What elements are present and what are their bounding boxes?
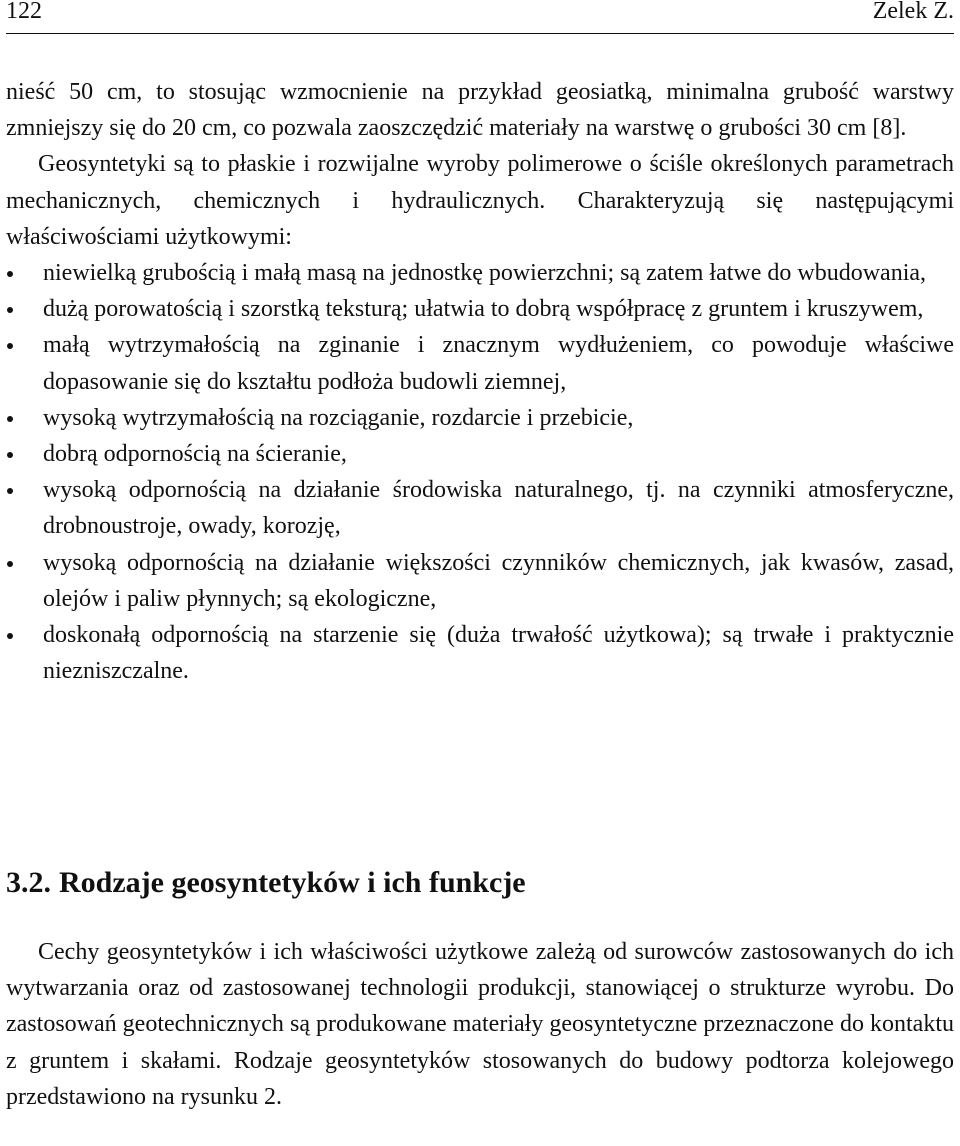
section-heading [6,866,526,900]
bullet-icon [7,416,13,422]
list-item [6,617,954,689]
section-paragraph: Cechy geosyntetyków i ich właściwości użytkowe zależą od surowców zastosowanych do ich wytwarzania oraz od zastosowanej technologii produkcji, stanowiącej o strukturze wyrobu. Do zastosowań geotechnicznych są produkowane materiały geosyntetyczne przeznaczone do kontaktu z gruntem i skałami. Rodzaje geosyntetyków stosowanych do budowy podtorza kolejowego przedstawiono na rysunku 2. [6,939,954,1110]
properties-list [6,255,954,689]
properties-paragraph: Geosyntetyki są to płaskie i rozwijalne wyroby polimerowe o ściśle określonych parametrach mechanicznych, chemicznych i hydraulicznych. Charakteryzują się następującymi właściwościami użytkowymi: [6,151,954,250]
list-item [6,327,954,399]
intro-paragraph: nieść 50 cm, to stosując wzmocnienie na przykład geosiatką, minimalna grubość warstwy zmniejszy się do 20 cm, co pozwala zaoszczędzić materiały na warstwę o grubości 30 cm [8]. [6,79,954,142]
list-item-text: doskonałą odpornością na starzenie się (duża trwałość użytkowa); są trwałe i praktycznie niezniszczalne. [43,622,954,685]
list-item [6,472,954,544]
list-item [6,545,954,617]
body-text-top [6,74,954,689]
list-item-text: małą wytrzymałością na zginanie i znacznym wydłużeniem, co powoduje właściwe dopasowanie się do kształtu podłoża budowli ziemnej, [43,332,954,395]
list-item-text: dużą porowatością i szorstką teksturą; ułatwia to dobrą współpracę z gruntem i kruszywem, [43,296,924,323]
list-item [6,436,954,472]
page-header [6,0,954,34]
section-number: 3.2. [6,866,51,899]
list-item-text: wysoką wytrzymałością na rozciąganie, rozdarcie i przebicie, [43,404,634,431]
body-text-bottom [6,934,954,1115]
list-item [6,400,954,436]
bullet-icon [7,271,13,277]
list-item-text: niewielką grubością i małą masą na jednostkę powierzchni; są zatem łatwe do wbudowania, [43,260,927,287]
list-item-text: wysoką odpornością na działanie większości czynników chemicznych, jak kwasów, zasad, olejów i paliw płynnych; są ekologiczne, [43,549,954,612]
bullet-icon [7,307,13,313]
list-item-text: dobrą odpornością na ścieranie, [43,441,347,468]
bullet-icon [7,343,13,349]
bullet-icon [7,488,13,494]
section-title: Rodzaje geosyntetyków i ich funkcje [59,866,526,899]
running-head-author: Zelek Z. [872,0,954,24]
list-item-text: wysoką odpornością na działanie środowiska naturalnego, tj. na czynniki atmosferyczne, drobnoustroje, owady, korozję, [43,477,954,540]
list-item [6,291,954,327]
page-number: 122 [6,0,42,24]
bullet-icon [7,633,13,639]
list-item [6,255,954,291]
bullet-icon [7,561,13,567]
bullet-icon [7,452,13,458]
